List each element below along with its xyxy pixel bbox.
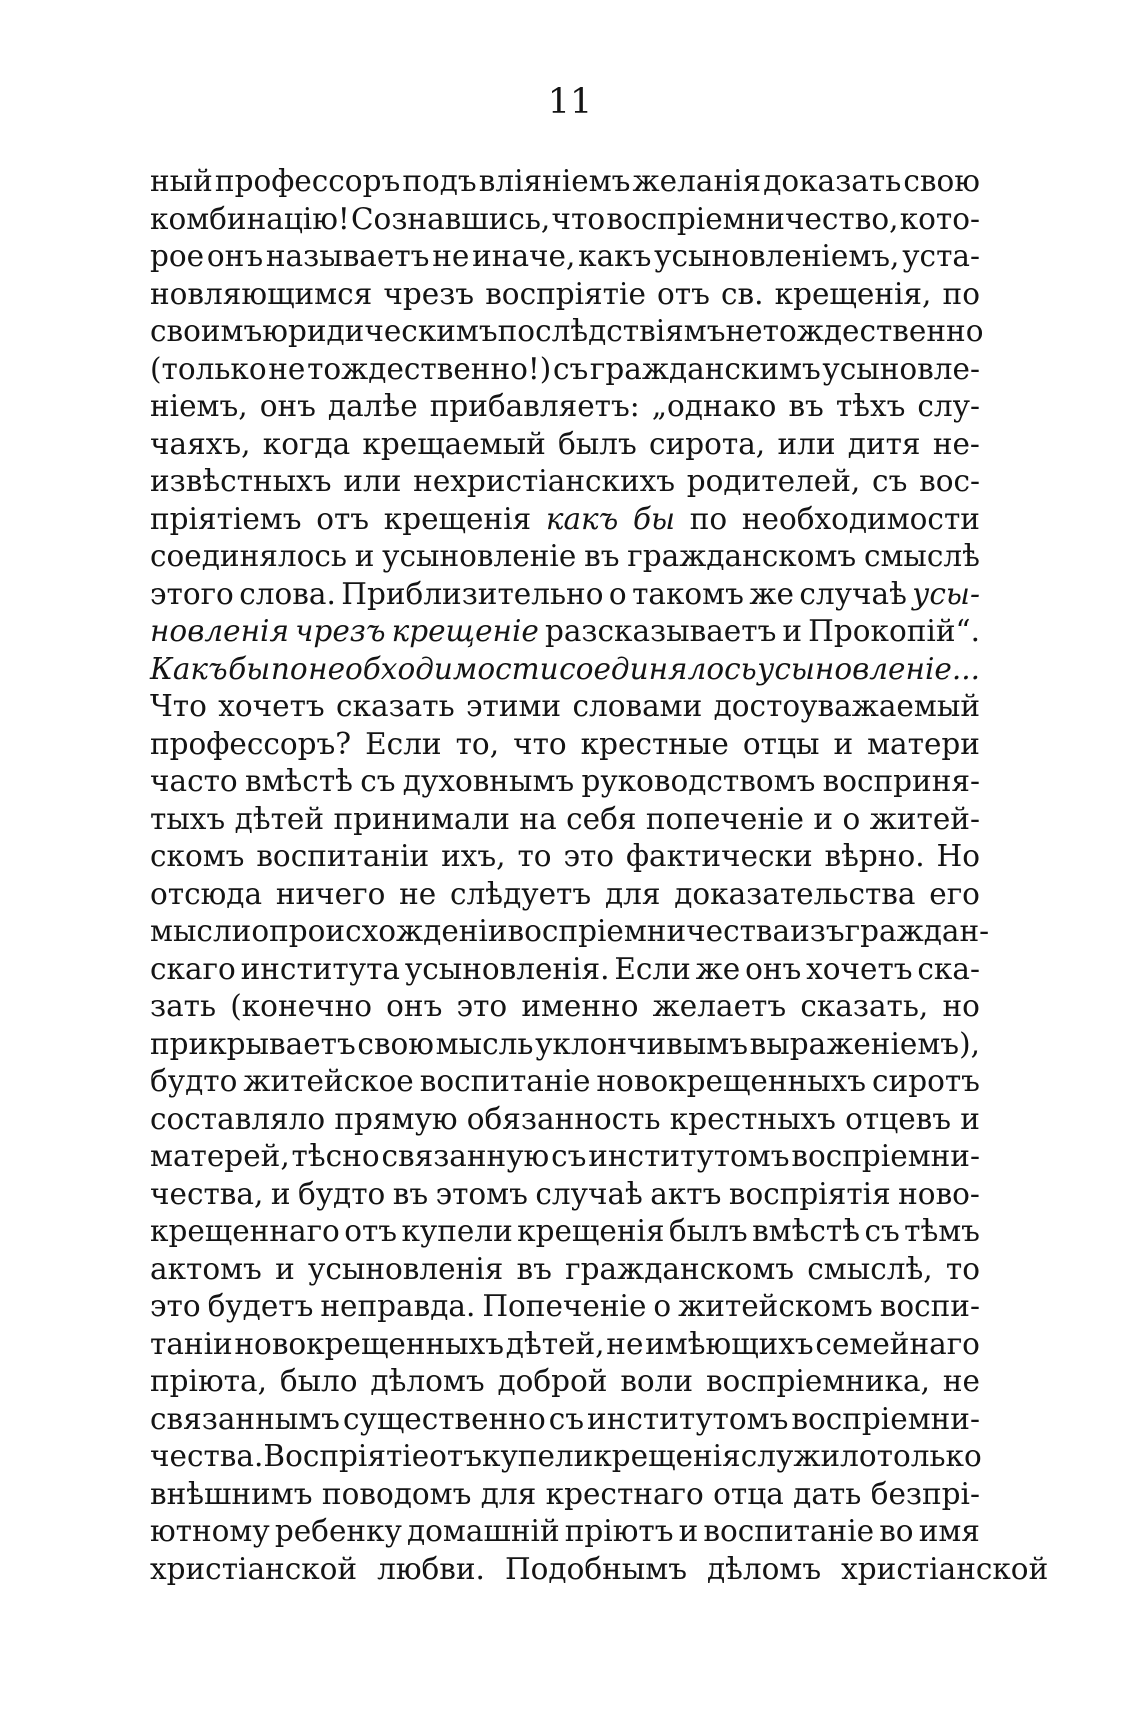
word: прямую: [334, 1101, 458, 1136]
word: словами: [572, 689, 703, 723]
word: о: [608, 576, 627, 611]
word: тождественно!): [307, 351, 552, 386]
word: выраженіемъ),: [749, 1026, 980, 1061]
word: пріютъ: [564, 1514, 674, 1548]
word: Если: [365, 726, 442, 761]
word: поводомъ: [321, 1476, 472, 1511]
word: же: [749, 576, 794, 611]
word: его: [929, 876, 980, 911]
word: онъ: [745, 951, 802, 986]
word: вмѣстѣ: [752, 1214, 861, 1248]
word: было: [279, 1364, 358, 1398]
word: доброй: [497, 1364, 608, 1398]
word: что: [551, 201, 606, 236]
word: вліяніемъ: [478, 164, 631, 198]
word: называетъ: [265, 239, 430, 273]
word: скаго: [150, 951, 236, 986]
word: былъ: [668, 1214, 748, 1248]
word: отъ: [316, 501, 370, 536]
word: купели: [401, 1214, 513, 1248]
word: крещенія,: [774, 276, 932, 311]
word: не: [268, 351, 306, 386]
word: ихъ,: [441, 839, 506, 873]
word: не-: [932, 426, 980, 461]
word: чества,: [150, 1176, 264, 1211]
word: въ: [584, 539, 620, 573]
word: матерей,: [150, 1139, 290, 1173]
word: воли: [620, 1364, 694, 1398]
word: дитя: [847, 426, 921, 461]
text-line: [150, 1438, 980, 1476]
word: будетъ: [207, 1289, 314, 1323]
word: Воспріятіе: [263, 1439, 430, 1473]
word: разсказываетъ: [544, 614, 777, 648]
word: гражданскимъ: [589, 351, 821, 386]
word: Сознавшись,: [350, 201, 551, 236]
word: дѣломъ: [706, 1551, 822, 1586]
word: не: [399, 876, 437, 911]
text-line: [150, 313, 984, 351]
text-line: [150, 988, 980, 1026]
word: своимъ: [150, 314, 263, 348]
word: Приблизительно: [341, 576, 604, 611]
word: новокрещенныхъ: [234, 1326, 505, 1361]
word: тѣхъ: [835, 389, 906, 423]
word: желаетъ: [652, 989, 787, 1023]
text-line: [150, 1063, 980, 1101]
word: происхожденіи: [269, 914, 508, 948]
word: только: [876, 1439, 982, 1473]
word: прибавляетъ:: [429, 389, 640, 423]
word: былъ: [558, 426, 637, 461]
word: по: [689, 501, 728, 536]
text-line: [150, 351, 980, 389]
word: вмѣстѣ: [244, 764, 353, 798]
word: съ: [864, 1214, 900, 1248]
word: новокрещенныхъ: [596, 1064, 867, 1098]
word: хочетъ: [218, 689, 325, 723]
word: усыновленіе: [382, 539, 577, 573]
word: ютному: [150, 1514, 270, 1548]
word: необходимости: [308, 651, 559, 686]
word: крещаемый: [362, 426, 546, 461]
word: Если: [614, 951, 691, 986]
text-line: [150, 238, 980, 276]
word: воспитаніе: [703, 1514, 875, 1548]
word: то: [945, 1251, 980, 1286]
text-line: [150, 913, 990, 951]
text-line: [150, 163, 980, 201]
word: это: [563, 839, 615, 873]
text-line: [150, 1026, 980, 1064]
word: дать: [793, 1476, 862, 1511]
word: не: [942, 1364, 980, 1398]
word: хочетъ: [806, 951, 913, 986]
word: подъ: [402, 164, 477, 198]
word: таніи: [150, 1326, 233, 1361]
word: смыслѣ,: [807, 1251, 933, 1286]
word: съ: [360, 764, 396, 798]
word: отсюда: [150, 876, 263, 911]
word: крещеннаго: [150, 1214, 340, 1248]
word: бы: [633, 501, 676, 536]
text-line: [150, 1101, 980, 1139]
word: чества.: [150, 1439, 264, 1473]
word: слова.: [239, 576, 336, 611]
body-text: [150, 163, 1049, 1588]
word: съ: [872, 464, 908, 498]
word: и: [354, 539, 375, 573]
word: сирота,: [649, 426, 766, 461]
word: усыновле-: [822, 351, 980, 386]
word: будто: [150, 1064, 238, 1098]
word: чрезъ: [383, 276, 475, 311]
word: имѣющихъ: [645, 1326, 814, 1361]
text-line: [150, 276, 980, 314]
text-line: [150, 1401, 980, 1439]
text-line: [150, 463, 980, 501]
word: этого: [150, 576, 234, 611]
word: тыхъ: [150, 801, 226, 836]
word: гражданскомъ: [565, 1251, 795, 1286]
word: ничего: [275, 876, 386, 911]
text-line: [150, 1551, 1049, 1589]
word: чрезъ: [295, 614, 386, 648]
word: неправда.: [320, 1289, 476, 1323]
text-line: [150, 1176, 980, 1214]
word: актомъ: [150, 1251, 262, 1286]
word: имя: [918, 1514, 980, 1548]
word: случаѣ: [799, 576, 907, 611]
word: и: [270, 1176, 291, 1211]
word: уклончивымъ: [535, 1026, 748, 1061]
word: Но: [936, 839, 980, 873]
word: воспитаніе: [419, 1064, 591, 1098]
word: такомъ: [632, 576, 744, 611]
word: существенно: [342, 1401, 546, 1436]
word: случаѣ: [535, 1176, 643, 1211]
word: крещенія: [383, 501, 532, 536]
word: доказать: [763, 164, 902, 198]
word: институтомъ: [587, 1401, 789, 1436]
word: сиротъ: [872, 1064, 980, 1098]
word: же: [695, 951, 741, 986]
word: смыслѣ: [863, 539, 980, 573]
word: свою: [903, 164, 980, 198]
word: новленія: [150, 614, 290, 648]
word: когда: [262, 426, 351, 461]
word: мысли: [150, 914, 252, 948]
word: тѣмъ: [904, 1214, 980, 1248]
word: съ: [551, 1139, 587, 1173]
word: крещенія: [593, 1439, 741, 1473]
word: крестныхъ: [669, 1101, 836, 1136]
word: себя: [566, 801, 637, 836]
text-line: [150, 201, 980, 239]
word: или: [777, 426, 836, 461]
word: житейское: [243, 1064, 414, 1098]
word: сказать,: [800, 989, 929, 1023]
word: въ: [516, 1251, 552, 1286]
word: какъ: [578, 239, 652, 273]
word: комбинацію!: [150, 201, 350, 236]
word: нехристіанскихъ: [413, 464, 676, 498]
word: крестнаго: [545, 1476, 704, 1511]
word: дѣтей,: [505, 1326, 605, 1361]
word: фактически: [625, 839, 813, 873]
word: соединялось: [150, 539, 347, 573]
word: онъ: [386, 989, 443, 1023]
word: связанную: [381, 1139, 550, 1173]
word: и: [813, 801, 834, 836]
word: и: [678, 1514, 699, 1548]
word: принимали: [333, 801, 510, 836]
text-line: [150, 876, 980, 914]
word: Подобнымъ: [504, 1551, 687, 1586]
text-line: [150, 763, 980, 801]
word: крещенія: [517, 1214, 665, 1248]
word: профессоръ?: [150, 726, 352, 761]
word: достоуважаемый: [713, 689, 980, 723]
text-line: [150, 651, 980, 689]
word: въ: [788, 389, 824, 423]
word: усыновленіемъ,: [654, 239, 900, 273]
word: онъ: [206, 239, 264, 273]
word: Попеченіе: [482, 1289, 647, 1323]
word: христіанской: [841, 1551, 1049, 1586]
word: отцевъ: [845, 1101, 952, 1136]
word: для: [604, 876, 661, 911]
word: уста-: [902, 239, 980, 273]
word: житейскомъ: [678, 1289, 873, 1323]
text-line: [150, 1363, 980, 1401]
text-line: [150, 538, 980, 576]
word: купели: [482, 1439, 594, 1473]
word: граждан-: [844, 914, 990, 948]
word: ный: [150, 164, 213, 198]
word: Какъ: [150, 651, 228, 686]
word: соединялось: [559, 651, 757, 686]
word: необходимости: [741, 501, 980, 536]
text-line: [150, 1513, 980, 1551]
word: матери: [867, 726, 980, 761]
word: попеченіе: [645, 801, 804, 836]
word: доказательства: [674, 876, 916, 911]
word: воспріемника,: [705, 1364, 930, 1398]
word: воспитаніи: [256, 839, 430, 873]
word: что: [513, 726, 567, 761]
word: ска-: [917, 951, 980, 986]
word: по: [942, 276, 980, 311]
word: новляющимся: [150, 276, 373, 311]
word: зать: [150, 989, 217, 1023]
word: отъ: [344, 1214, 398, 1248]
text-line: [150, 1476, 980, 1514]
word: это: [150, 1289, 201, 1323]
text-line: [150, 688, 980, 726]
word: воспріятіе: [485, 276, 646, 311]
word: усыновленія.: [404, 951, 610, 986]
word: отцы: [742, 726, 820, 761]
word: иначе,: [472, 239, 576, 273]
word: но: [942, 989, 980, 1023]
word: служило: [740, 1439, 877, 1473]
word: послѣдствіямъ: [497, 314, 726, 348]
word: мысль: [435, 1026, 534, 1061]
text-line: [150, 726, 980, 764]
word: связаннымъ: [150, 1401, 340, 1436]
word: желанія: [632, 164, 762, 198]
word: внѣшнимъ: [150, 1476, 313, 1511]
word: сказать: [336, 689, 455, 723]
word: дѣтей: [234, 801, 325, 836]
word: крестные: [580, 726, 729, 761]
word: вос-: [919, 464, 980, 498]
word: слу-: [917, 389, 980, 423]
word: крещеніе: [391, 614, 539, 648]
word: вѣрно.: [824, 839, 925, 873]
word: о: [842, 801, 861, 836]
word: съ: [548, 1401, 585, 1436]
word: институтомъ: [588, 1139, 790, 1173]
word: воспріемни-: [791, 1139, 980, 1173]
word: прикрываетъ: [150, 1026, 356, 1061]
word: рое: [150, 239, 205, 273]
text-line: [150, 501, 980, 539]
word: онъ: [259, 389, 316, 423]
word: воспріятія: [728, 1176, 891, 1211]
word: или: [343, 464, 402, 498]
word: домашній: [406, 1514, 560, 1548]
word: не: [725, 314, 763, 348]
word: духовнымъ: [402, 764, 575, 798]
word: отъ: [657, 276, 710, 311]
word: усы-: [912, 576, 980, 611]
word: скомъ: [150, 839, 245, 873]
word: и: [782, 614, 803, 648]
word: актъ: [650, 1176, 722, 1211]
text-line: [150, 1213, 980, 1251]
word: и: [960, 1101, 980, 1136]
word: ребенку: [274, 1514, 402, 1548]
word: въ: [392, 1176, 429, 1211]
word: свою: [357, 1026, 434, 1061]
page-number: 11: [547, 82, 593, 122]
text-line: [150, 576, 980, 614]
word: воспріемничества: [507, 914, 791, 948]
word: ніемъ,: [150, 389, 248, 423]
text-line: [150, 951, 980, 989]
word: семейнаго: [815, 1326, 980, 1361]
word: о: [653, 1289, 672, 1323]
word: восприня-: [822, 764, 980, 798]
word: дѣломъ: [370, 1364, 485, 1398]
word: усыновленіе...: [757, 651, 980, 686]
word: пріятіемъ: [150, 501, 302, 536]
text-line: [150, 838, 980, 876]
text-line: [150, 388, 980, 426]
word: безпрі-: [870, 1476, 980, 1511]
text-line: [150, 801, 980, 839]
word: какъ: [545, 501, 619, 536]
text-line: [150, 1326, 980, 1364]
word: отъ: [429, 1439, 483, 1473]
word: далѣе: [327, 389, 418, 423]
word: именно: [521, 989, 639, 1023]
word: родителей,: [686, 464, 861, 498]
text-line: [150, 1251, 980, 1289]
word: кото-: [899, 201, 980, 236]
word: христіанской: [150, 1551, 358, 1586]
text-line: [150, 426, 980, 464]
word: „однако: [651, 389, 777, 423]
word: гражданскомъ: [627, 539, 857, 573]
word: о: [251, 914, 270, 948]
word: пріюта,: [150, 1364, 267, 1398]
word: профессоръ: [214, 164, 401, 198]
text-line: [150, 1138, 980, 1176]
word: не: [432, 239, 470, 273]
word: изъ: [790, 914, 845, 948]
word: усыновленія: [307, 1251, 504, 1286]
word: юридическимъ: [262, 314, 498, 348]
word: бы: [228, 651, 271, 686]
word: (конечно: [230, 989, 372, 1023]
text-line: [150, 613, 980, 651]
word: то: [517, 839, 552, 873]
word: на: [519, 801, 557, 836]
word: составляло: [150, 1101, 326, 1136]
word: то,: [455, 726, 500, 761]
word: во: [879, 1514, 914, 1548]
word: и: [275, 1251, 295, 1286]
word: тѣсно: [291, 1139, 380, 1173]
word: чаяхъ,: [150, 426, 251, 461]
word: будто: [297, 1176, 386, 1211]
word: часто: [150, 764, 238, 798]
word: воспріемничество,: [606, 201, 899, 236]
word: извѣстныхъ: [150, 464, 332, 498]
text-line: [150, 1288, 980, 1326]
word: любви.: [377, 1551, 485, 1586]
word: обязанность: [466, 1101, 661, 1136]
word: Что: [150, 689, 207, 723]
word: это: [456, 989, 508, 1023]
word: тождественно: [762, 314, 984, 348]
word: воспи-: [879, 1289, 980, 1323]
word: (только: [150, 351, 267, 386]
word: воспріемни-: [791, 1401, 980, 1436]
word: не: [606, 1326, 644, 1361]
word: св.: [721, 276, 764, 311]
word: этими: [465, 689, 562, 723]
word: слѣдуетъ: [450, 876, 592, 911]
word: отца: [713, 1476, 784, 1511]
word: этомъ: [435, 1176, 528, 1211]
word: житей-: [869, 801, 980, 836]
word: Прокопій“.: [808, 614, 980, 648]
word: для: [480, 1476, 537, 1511]
word: ново-: [898, 1176, 980, 1211]
word: по: [270, 651, 308, 686]
word: съ: [552, 351, 589, 386]
word: руководствомъ: [581, 764, 816, 798]
word: и: [833, 726, 854, 761]
word: института: [240, 951, 401, 986]
